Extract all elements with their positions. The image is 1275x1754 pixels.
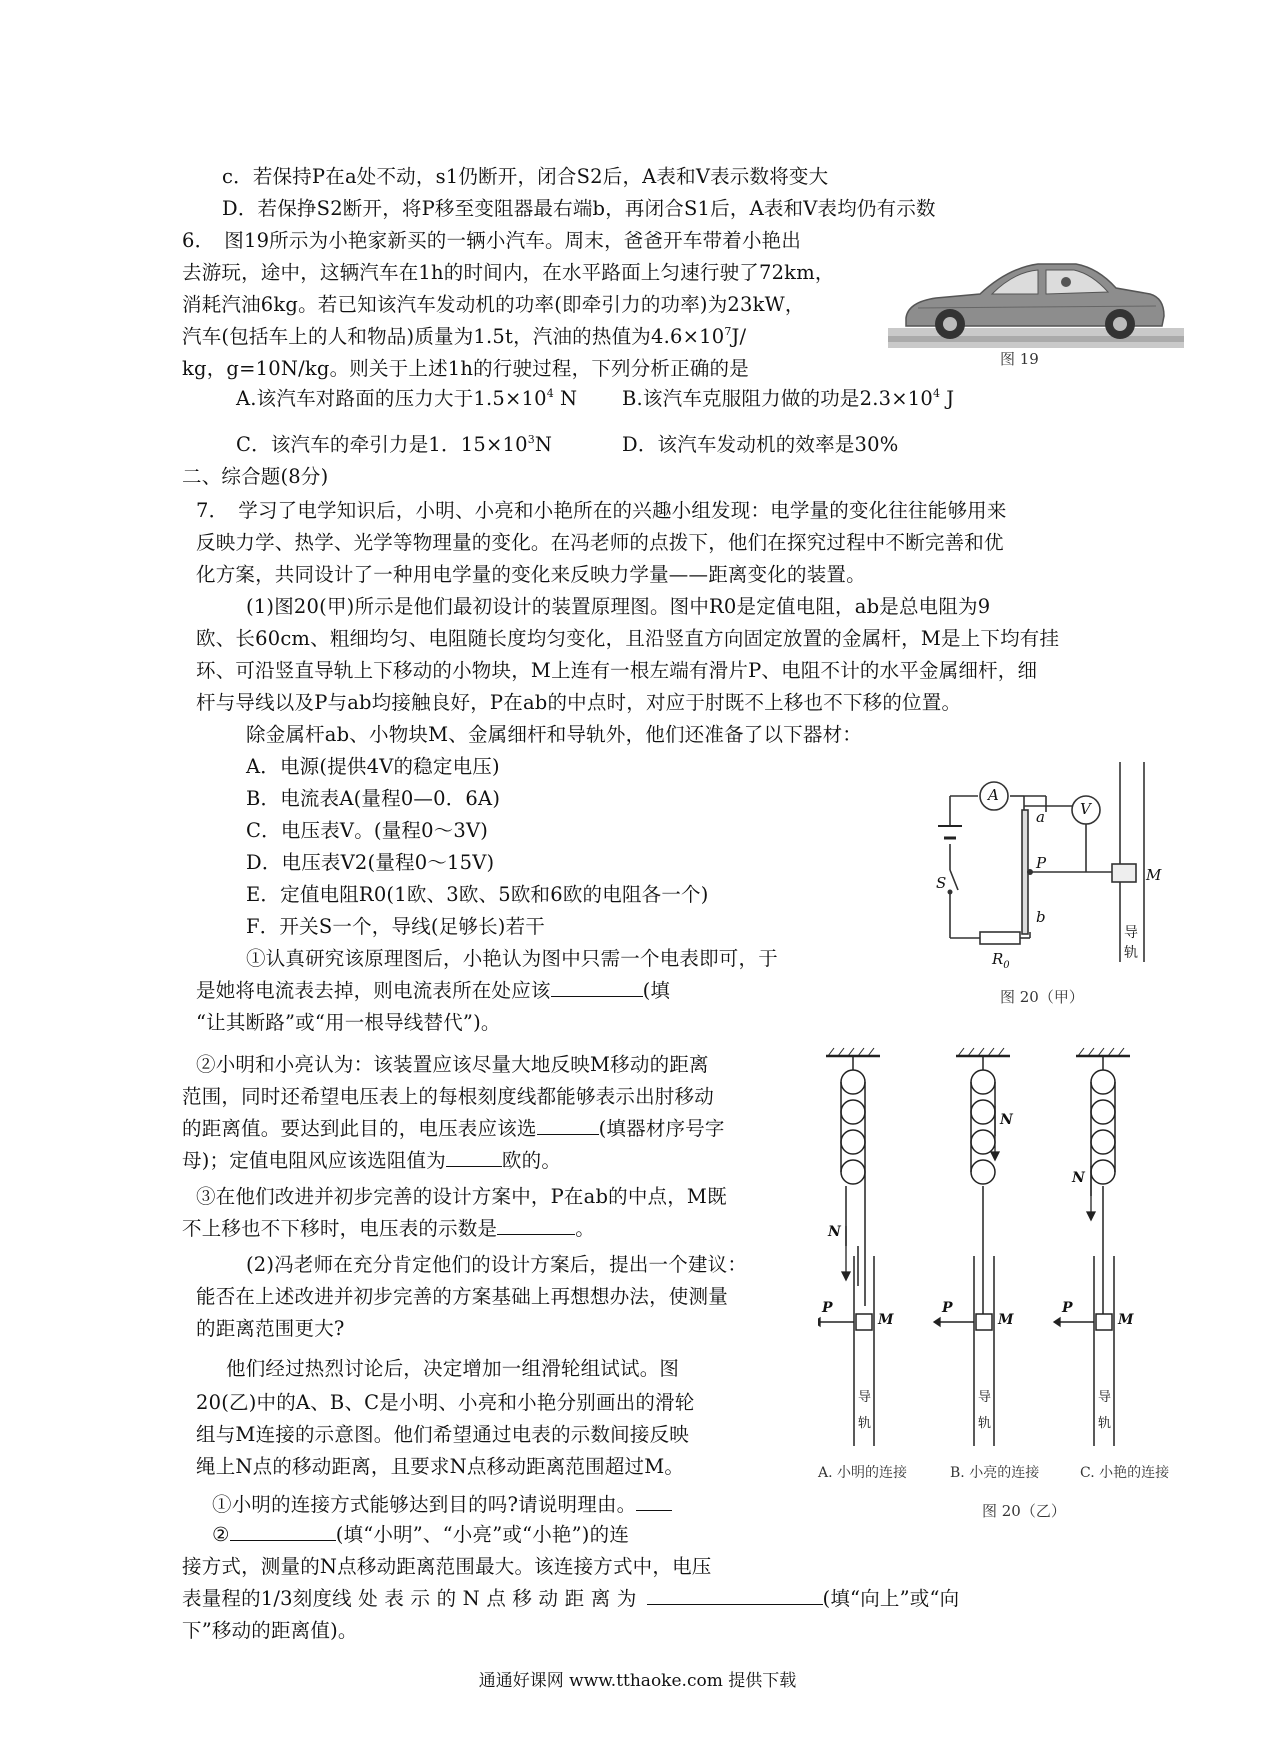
answer-blank-6[interactable] xyxy=(230,1522,336,1541)
q7-sub3-2-text: 不上移也不下移时，电压表的示数是 xyxy=(182,1217,498,1240)
q7-part1-3: 环、可沿竖直导轨上下移动的小物块，M上连有一根左端有滑片P、电阻不计的水平金属细杆，细 xyxy=(196,659,1038,682)
q6-option-c-text: C．该汽车的牵引力是1．15×10 xyxy=(236,433,528,456)
q6-option-a xyxy=(236,386,577,412)
m-label-c: M xyxy=(1118,1312,1134,1328)
q6-option-b-unit: J xyxy=(946,387,955,410)
q7-sub2-3-text: 的距离值。要达到此目的，电压表应该选 xyxy=(182,1117,537,1140)
resistor-r0-letter: R xyxy=(992,950,1004,968)
n-label-c: N xyxy=(1072,1170,1085,1186)
q7-part1-5: 除金属杆ab、小物块M、金属细杆和导轨外，他们还准备了以下器材： xyxy=(246,723,862,746)
rail-a-1: 导 xyxy=(858,1390,872,1405)
figure-20b-caption-b: B. 小亮的连接 xyxy=(950,1465,1040,1481)
q6-line-4-unit: J/ xyxy=(731,325,747,348)
q6-option-a-exp: 4 xyxy=(546,387,554,400)
q7-sub2-4-tail: 欧的。 xyxy=(501,1149,562,1172)
q6-line-3: 消耗汽油6kg。若已知该汽车发动机的功率(即牵引力的功率)为23kW， xyxy=(182,293,805,316)
q6-line-4-exp: 7 xyxy=(724,325,732,338)
q7-intro-3: 化方案，共同设计了一种用电学量的变化来反映力学量——距离变化的装置。 xyxy=(196,563,866,586)
q7-sub1-2 xyxy=(196,978,670,1004)
p-label-a: P xyxy=(822,1300,833,1316)
q7-sub3-1: ③在他们改进并初步完善的设计方案中，P在ab的中点，M既 xyxy=(196,1185,727,1208)
figure-20b-caption-c: C. 小艳的连接 xyxy=(1080,1465,1170,1481)
q7-task-1 xyxy=(212,1492,672,1518)
q7-sub1-2-text: 是她将电流表去掉，则电流表所在处应该 xyxy=(196,979,551,1002)
q6-option-b-text: B.该汽车克服阻力做的功是2.3×10 xyxy=(622,387,933,410)
answer-blank-7[interactable] xyxy=(647,1586,823,1605)
q6-option-c-unit: N xyxy=(534,433,553,456)
q7-sub3-2 xyxy=(182,1216,595,1242)
rail-c-2: 轨 xyxy=(1098,1416,1112,1431)
page-footer: 通通好课网 www.tthaoke.com 提供下载 xyxy=(478,1671,797,1691)
q7-intro-2: 反映力学、热学、光学等物理量的变化。在冯老师的点拨下，他们在探究过程中不断完善和优 xyxy=(196,531,1004,554)
rail-b-1: 导 xyxy=(978,1390,992,1405)
q7-part1-4: 杆与导线以及P与ab均接触良好，P在ab的中点时，对应于肘既不上移也不下移的位置。 xyxy=(196,691,962,714)
n-label-b: N xyxy=(1000,1112,1013,1128)
m-label-b: M xyxy=(998,1312,1014,1328)
q5-option-d: D．若保挣S2断开，将P移至变阻器最右端b，再闭合S1后，A表和V表均仍有示数 xyxy=(222,197,936,220)
q7-intro-1: 7． 学习了电学知识后，小明、小亮和小艳所在的兴趣小组发现：电学量的变化往往能够用来 xyxy=(196,499,1007,522)
figure-19-caption: 图 19 xyxy=(1000,350,1039,368)
q7-task-5: 下”移动的距离值)。 xyxy=(182,1619,358,1642)
q7-task-2 xyxy=(212,1522,629,1548)
q7-task-2-tail: (填“小明”、“小亮”或“小艳”)的连 xyxy=(335,1523,630,1546)
figure-20b-pulleys xyxy=(818,1046,1198,1446)
resistor-r0-label xyxy=(992,950,1010,971)
q7-task-3: 接方式，测量的N点移动距离范围最大。该连接方式中，电压 xyxy=(182,1555,712,1578)
q6-option-a-text: A.该汽车对路面的压力大于1.5×10 xyxy=(236,387,547,410)
point-b-label: b xyxy=(1036,908,1046,926)
rail-a-2: 轨 xyxy=(858,1416,872,1431)
q7-task-1-text: ①小明的连接方式能够达到目的吗?请说明理由。 xyxy=(212,1493,637,1516)
q7-part2-7: 绳上N点的移动距离，且要求N点移动距离范围超过M。 xyxy=(196,1455,685,1478)
answer-blank-4[interactable] xyxy=(497,1216,575,1235)
q7-task-4-text: 表量程的1/3刻度线 处 表 示 的 N 点 移 动 距 离 为 xyxy=(182,1587,637,1610)
answer-blank-3[interactable] xyxy=(446,1148,502,1167)
block-m-label: M xyxy=(1146,866,1162,884)
q7-sub1-2-tail: (填 xyxy=(642,979,671,1002)
q7-part2-3: 的距离范围更大? xyxy=(196,1317,345,1340)
switch-s-label: S xyxy=(936,874,947,892)
q6-option-c-exp: 3 xyxy=(527,433,535,446)
q7-part2-1: (2)冯老师在充分肯定他们的设计方案后，提出一个建议： xyxy=(246,1253,748,1276)
q7-item-d: D．电压表V2(量程0～15V) xyxy=(246,851,495,874)
answer-blank-1[interactable] xyxy=(551,978,643,997)
resistor-r0-sub: 0 xyxy=(1003,960,1010,971)
q7-task-4-tail: (填“向上”或“向 xyxy=(822,1587,960,1610)
q7-part2-4: 他们经过热烈讨论后，决定增加一组滑轮组试试。图 xyxy=(226,1357,680,1380)
figure-20b-caption: 图 20（乙） xyxy=(982,1502,1066,1520)
q6-option-c xyxy=(236,432,552,458)
rail-label-2: 轨 xyxy=(1124,945,1138,961)
figure-20a-circuit xyxy=(936,762,1162,984)
q6-option-b-exp: 4 xyxy=(933,387,941,400)
q6-option-a-unit: N xyxy=(559,387,578,410)
q7-item-c: C．电压表V。(量程0～3V) xyxy=(246,819,489,842)
q7-sub2-3 xyxy=(182,1116,725,1142)
q7-sub3-2-tail: 。 xyxy=(575,1217,595,1240)
q6-line-4 xyxy=(182,324,746,350)
q6-option-d: D．该汽车发动机的效率是30% xyxy=(622,433,899,456)
q7-item-f: F．开关S一个，导线(足够长)若干 xyxy=(246,915,546,938)
q5-option-c: c．若保持P在a处不动，s1仍断开，闭合S2后，A表和V表示数将变大 xyxy=(222,165,829,188)
pulley-diagrams xyxy=(818,1046,1198,1446)
answer-blank-5[interactable] xyxy=(636,1492,672,1511)
m-label-a: M xyxy=(878,1312,894,1328)
q7-task-4 xyxy=(182,1586,959,1612)
q7-item-a: A．电源(提供4V的稳定电压) xyxy=(246,755,500,778)
q6-line-1: 6． 图19所示为小艳家新买的一辆小汽车。周末，爸爸开车带着小艳出 xyxy=(182,229,802,252)
p-label-c: P xyxy=(1062,1300,1073,1316)
figure-20a-caption: 图 20（甲） xyxy=(1000,988,1084,1006)
q7-part2-6: 组与M连接的示意图。他们希望通过电表的示数间接反映 xyxy=(196,1423,689,1446)
q6-line-2: 去游玩，途中，这辆汽车在1h的时间内，在水平路面上匀速行驶了72km， xyxy=(182,261,835,284)
figure-20b-caption-a: A. 小明的连接 xyxy=(818,1465,908,1481)
q6-line-5: kg，g=10N/kg。则关于上述1h的行驶过程，下列分析正确的是 xyxy=(182,357,749,380)
rail-c-1: 导 xyxy=(1098,1390,1112,1405)
section-2-heading: 二、综合题(8分) xyxy=(182,465,329,488)
q7-part1-2: 欧、长60cm、粗细均匀、电阻随长度均匀变化，且沿竖直方向固定放置的金属杆，M是上下均有挂 xyxy=(196,627,1060,650)
q7-task-2-text: ② xyxy=(212,1523,230,1546)
q7-part1-1: (1)图20(甲)所示是他们最初设计的装置原理图。图中R0是定值电阻，ab是总电阻为9 xyxy=(246,595,991,618)
rail-label-1: 导 xyxy=(1124,925,1138,941)
ammeter-label: A xyxy=(988,786,999,804)
q7-sub2-2: 范围，同时还希望电压表上的每根刻度线都能够表示出肘移动 xyxy=(182,1085,714,1108)
n-label-a: N xyxy=(828,1224,841,1240)
q7-sub2-3-tail: (填器材序号字 xyxy=(598,1117,725,1140)
point-a-label: a xyxy=(1036,808,1045,826)
voltmeter-label: V xyxy=(1080,800,1091,818)
q6-option-b xyxy=(622,386,954,412)
answer-blank-2[interactable] xyxy=(537,1116,599,1135)
q7-part2-2: 能否在上述改进并初步完善的方案基础上再想想办法，使测量 xyxy=(196,1285,728,1308)
q6-line-4-text: 汽车(包括车上的人和物品)质量为1.5t，汽油的热值为4.6×10 xyxy=(182,325,725,348)
q7-sub1-3: “让其断路”或“用一根导线替代”)。 xyxy=(196,1011,501,1034)
q7-item-e: E．定值电阻R0(1欧、3欧、5欧和6欧的电阻各一个) xyxy=(246,883,709,906)
p-label-b: P xyxy=(942,1300,953,1316)
q7-sub2-1: ②小明和小亮认为：该装置应该尽量大地反映M移动的距离 xyxy=(196,1053,709,1076)
rail-b-2: 轨 xyxy=(978,1416,992,1431)
q7-part2-5: 20(乙)中的A、B、C是小明、小亮和小艳分别画出的滑轮 xyxy=(196,1391,695,1414)
q7-sub1-1: ①认真研究该原理图后，小艳认为图中只需一个电表即可，于 xyxy=(246,947,778,970)
q7-sub2-4 xyxy=(182,1148,561,1174)
q7-item-b: B．电流表A(量程0—0．6A) xyxy=(246,787,501,810)
slider-p-label: P xyxy=(1036,854,1047,872)
q7-sub2-4-text: 母)；定值电阻风应该选阻值为 xyxy=(182,1149,446,1172)
